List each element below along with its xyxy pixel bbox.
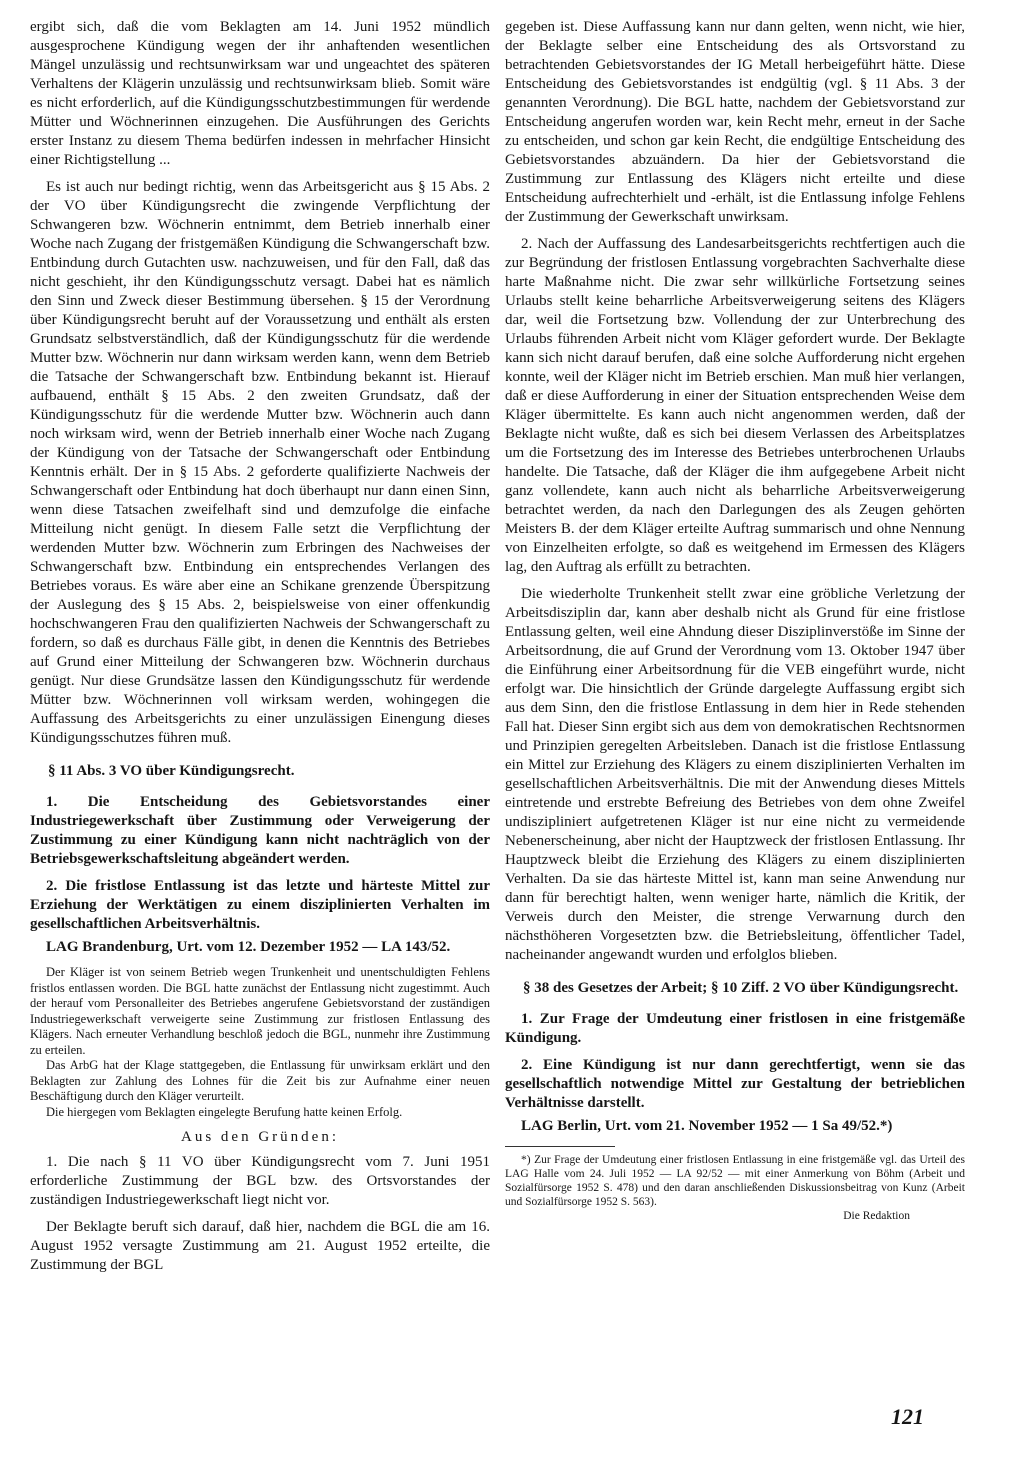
footnote: *) Zur Frage der Umdeutung einer fristlosen Entlassung in eine fristgemäße vgl. das Urteil des LAG Halle vom 24. Juli 1952 — LA 92/52 — mit einer Anmerkung von Böhm (Arbeit und Sozialfürsorge 1952 S. 478) und den daran anschließenden Diskussionsbeitrag von Kunz (Arbeit und Sozialfürsorge 1952 S. 563).	[505, 1154, 965, 1208]
paragraph: Es ist auch nur bedingt richtig, wenn das Arbeitsgericht aus § 15 Abs. 2 der VO über Kündigungsrecht die zwingende Verpflichtung der Schwangeren bzw. Wöchnerin entnimmt, dem Betrieb innerhalb einer Woche nach Zugang der fristgemäßen Kündigung die Schwangerschaft bzw. Entbindung durch Gutachten usw. nachzuweisen, und für den Fall, daß das nicht geschieht, ihr den Kündigungsschutz versagt. Dabei hat es nämlich den Sinn und Zweck dieser Bestimmung übersehen. § 15 der Verordnung über Kündigungsrecht beruht auf der Voraussetzung und enthält als ersten Grundsatz selbstverständlich, daß der Kündigungsschutz für die werdende Mutter bzw. Wöchnerin nur dann wirksam werden kann, wenn dem Betrieb die Tatsache der Schwangerschaft bzw. Entbindung bekannt ist. Hierauf aufbauend, enthält § 15 Abs. 2 den zweiten Grundsatz, daß der Kündigungsschutz für die werdende Mutter bzw. Wöchnerin auch dann noch wirksam wird, wenn der Betrieb innerhalb einer Woche nach Zugang der Kündigung von der Tatsache der Schwangerschaft oder Entbindung Kenntnis erhält. Der in § 15 Abs. 2 geforderte qualifizierte Nachweis der Schwangerschaft oder Entbindung hat doch überhaupt nur dann einen Sinn, wenn diese Tatsachen zweifelhaft sind und demzufolge die einfache Mitteilung nicht genügt. In diesem Falle setzt die Verpflichtung der werdenden Mutter bzw. Wöchnerin zum Erbringen des Nachweises der Schwangerschaft bzw. Entbindung ein entsprechendes Verlangen des Betriebes voraus. Es wäre aber eine an Schikane grenzende Überspitzung der Auslegung des § 15 Abs. 2, beispielsweise von einer offenkundig hochschwangeren Frau den qualifizierten Nachweis der Schwangerschaft zu fordern, so daß es durchaus Fälle gibt, in denen die Kenntnis des Betriebes auf Grund einer Mitteilung der Schwangeren bzw. Wöchnerin durchaus genügt. Nur diese Grundsätze lassen den Kündigungsschutz für werdende Mütter bzw. Wöchnerinnen voll wirksam werden, wohingegen die Auffassung des Arbeitsgerichts zu einer unzulässigen Einengung dieses Kündigungsschutzes führen muß.	[30, 179, 490, 746]
page-number: 121	[891, 1404, 924, 1429]
court-citation: LAG Berlin, Urt. vom 21. November 1952 — 1 Sa 49/52.*)	[521, 1118, 893, 1134]
right-column	[505, 18, 965, 1223]
footnote-signature: Die Redaktion	[843, 1210, 910, 1222]
left-column	[30, 18, 490, 1275]
facts-paragraph: Die hiergegen vom Beklagten eingelegte Berufung hatte keinen Erfolg.	[46, 1104, 403, 1119]
headnote: 2. Die fristlose Entlassung ist das letzte und härteste Mittel zur Erziehung der Werktätigen zu einem disziplinierten Verhalten im gesellschaftlichen Arbeitsverhältnis.	[30, 878, 490, 932]
facts-paragraph: Der Kläger ist von seinem Betrieb wegen Trunkenheit und unentschuldigten Fehlens fristlos entlassen worden. Die BGL hatte zunächst der Entlassung nicht zugestimmt. Auch der herauf vom Personalleiter des Betriebes angerufene Gebietsvorstand der zuständigen Industriegewerkschaft verweigerte seine Zustimmung zur fristlosen Entlassung des Klägers. Nach erneuter Verhandlung beschloß jedoch die BGL, nunmehr ihre Zustimmung zu erteilen.	[30, 965, 490, 1057]
section-heading: § 11 Abs. 3 VO über Kündigungsrecht.	[48, 763, 295, 779]
footnote-divider	[505, 1146, 615, 1147]
headnote: 1. Zur Frage der Umdeutung einer fristlosen in eine fristgemäße Kündigung.	[505, 1011, 965, 1046]
paragraph: 2. Nach der Auffassung des Landesarbeitsgerichts rechtfertigen auch die zur Begründung der fristlosen Entlassung vorgebrachten Sachverhalte diese harte Maßnahme nicht. Die zwar sehr willkürliche Fortsetzung seines Urlaubs stellt keine beharrliche Arbeitsverweigerung seitens des Klägers dar, weil die Fortsetzung bzw. Vollendung der zur Unterbrechung des Urlaubs führenden Arbeit nicht vom Kläger gefordert wurde. Der Beklagte kann sich nicht darauf berufen, daß eine solche Aufforderung nicht ergehen konnte, weil der Kläger nicht im Betrieb erschien. Man muß hier verlangen, daß er diese Aufforderung in einer der Situation entsprechenden Weise dem Kläger übermittelte. Es kann auch nicht angenommen werden, daß der Beklagte nicht wußte, daß es sich bei diesem Verlassen des Arbeitsplatzes um die Fortsetzung des im Interesse des Betriebes unterbrochenen Urlaubs handelte. Die Tatsache, daß der Kläger die ihm aufgegebene Arbeit nicht ganz vollendete, kann auch nicht als beharrliche Arbeitsverweigerung betrachtet werden, da nach den Darlegungen des als Zeugen gehörten Meisters B. der dem Kläger erteilte Auftrag summarisch und ohne Nennung von Einzelheiten erfolgte, so daß es weitgehend im Ermessen des Klägers lag, den Auftrag als erfüllt zu betrachten.	[505, 236, 965, 575]
paragraph: 1. Die nach § 11 VO über Kündigungsrecht vom 7. Juni 1951 erforderliche Zustimmung der BGL bzw. des Ortsvorstandes der zuständigen Industriegewerkschaft liegt nicht vor.	[30, 1154, 490, 1208]
facts-paragraph: Das ArbG hat der Klage stattgegeben, die Entlassung für unwirksam erklärt und den Beklagten zur Zahlung des Lohnes für die Zeit bis zur Aufnahme einer neuen Beschäftigung durch den Kläger verurteilt.	[30, 1058, 490, 1103]
headnote: 2. Eine Kündigung ist nur dann gerechtfertigt, wenn sie das gesellschaftlich notwendige Mittel zur Gestaltung der betrieblichen Verhältnisse darstellt.	[505, 1057, 965, 1111]
reasons-heading: Aus den Gründen:	[181, 1129, 339, 1145]
paragraph: Der Beklagte beruft sich darauf, daß hier, nachdem die BGL die am 16. August 1952 versagte Zustimmung am 21. August 1952 erteilte, die Zustimmung der BGL	[30, 1219, 490, 1273]
headnote: 1. Die Entscheidung des Gebietsvorstandes einer Industriegewerkschaft über Zustimmung oder Verweigerung der Zustimmung zu einer Kündigung kann nicht nachträglich von der Betriebsgewerkschaftsleitung abgeändert werden.	[30, 794, 490, 867]
paragraph: Die wiederholte Trunkenheit stellt zwar eine gröbliche Verletzung der Arbeitsdisziplin dar, kann aber deshalb nicht als Grund für eine fristlose Entlassung gelten, weil eine Ahndung dieser Disziplinverstöße im Sinne der Arbeitsordnung, die auf Grund der Verordnung vom 13. Oktober 1947 über die Einführung einer Arbeitsordnung für die VEB eingeführt wurde, nicht erfolgt war. Die hinsichtlich der Gründe dargelegte Auffassung ergibt sich aus dem Sinn, den die fristlose Entlassung in dem hier in Rede stehenden Fall hat. Dieser Sinn ergibt sich aus dem von demokratischen Rechtsnormen und Prinzipien geregelten Arbeitsleben. Danach ist die fristlose Entlassung ein Mittel zur Erziehung des Klägers zu einem disziplinierten Verhalten im gesellschaftlichen Arbeitsverhältnis. Die mit der Anwendung dieses Mittels eintretende und erstrebte Befreiung des Betriebes von dem ohne Zweifel undiszipliniert aufgetretenen Kläger ist nur eine nicht zu vermeidende Nebenerscheinung, aber nicht der Hauptzweck der fristlosen Entlassung. Ihr Hauptzweck bleibt die Erziehung des Klägers zu einem disziplinierten Verhalten. Da sie das härteste Mittel ist, kann man seine Anwendung nur dann für berechtigt halten, wenn weniger harte, nämlich die Kritik, der Verweis durch den Meister, die strenge Verwarnung durch den nächsthöheren Vorgesetzten bzw. die Betriebsleitung, öffentlicher Tadel, nacheinander angewandt wurden und erfolglos blieben.	[505, 586, 965, 963]
section-heading: § 38 des Gesetzes der Arbeit; § 10 Ziff. 2 VO über Kündigungsrecht.	[523, 980, 959, 996]
paragraph: gegeben ist. Diese Auffassung kann nur dann gelten, wenn nicht, wie hier, der Beklagte selber eine Entscheidung des als Ortsvorstand zu betrachtenden Gebietsvorstandes der IG Metall herbeigeführt hätte. Diese Entscheidung des Gebietsvorstandes ist endgültig (vgl. § 11 Abs. 3 der genannten Verordnung). Die BGL hatte, nachdem der Gebietsvorstand zur Entscheidung angerufen worden war, kein Recht mehr, erneut in der Sache zu entscheiden, und schon gar kein Recht, die endgültige Entscheidung des Gebietsvorstandes abzuändern. Da hier der Gebietsvorstand die Zustimmung zur Entlassung des Klägers nicht erteilte und diese Entscheidung aufrechterhielt und -erhält, ist die Entlassung infolge Fehlens der Zustimmung der Gewerkschaft unwirksam.	[505, 19, 965, 225]
paragraph: ergibt sich, daß die vom Beklagten am 14. Juni 1952 mündlich ausgesprochene Kündigung wegen der ihr anhaftenden wesentlichen Mängel unzulässig und rechtsunwirksam war und ungeachtet des späteren Verhaltens der Klägerin unzulässig und rechtsunwirksam blieb. Somit wäre es nicht erforderlich, auf die Kündigungsschutzbestimmungen für werdende Mütter und Wöchnerinnen einzugehen. Die Ausführungen des Gerichts erster Instanz zu diesem Thema bedürfen indessen in mehrfacher Hinsicht einer Richtigstellung ...	[30, 19, 490, 168]
court-citation: LAG Brandenburg, Urt. vom 12. Dezember 1952 — LA 143/52.	[46, 939, 451, 955]
